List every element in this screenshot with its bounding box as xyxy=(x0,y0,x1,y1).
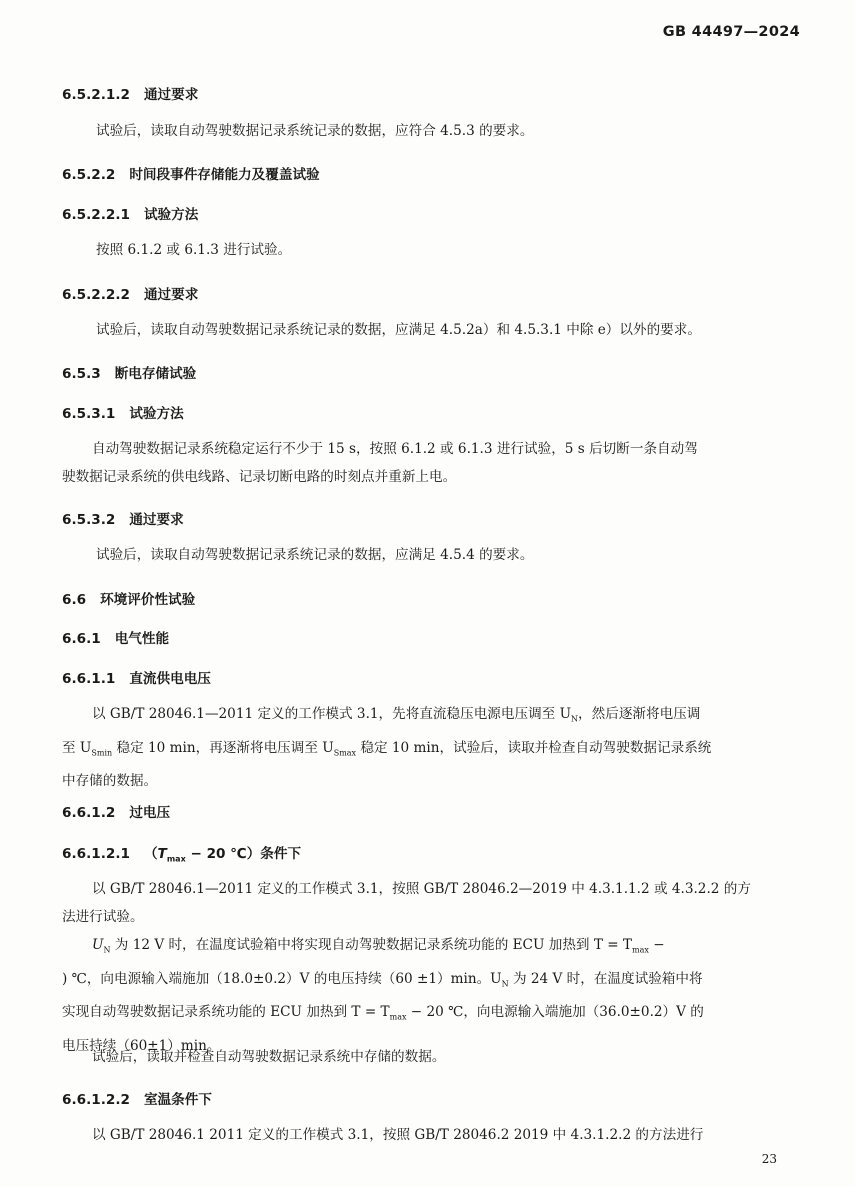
text-run: − 20 ℃）条件下 xyxy=(185,846,302,862)
section-title: 室温条件下 xyxy=(143,1092,212,1108)
text-run: 实现自动驾驶数据记录系统功能的 ECU 加热到 T = T xyxy=(62,1004,390,1021)
section-heading-6-5-2-1-2 xyxy=(62,83,198,103)
paragraph xyxy=(62,700,802,795)
section-number: 6.6.1.1 xyxy=(62,671,116,687)
paragraph-line: 电压持续（60±1）min。 xyxy=(62,1038,221,1055)
paragraph-line xyxy=(62,700,802,734)
paragraph-line: 驶数据记录系统的供电线路、记录切断电路的时刻点并重新上电。 xyxy=(62,469,457,485)
section-number: 6.5.2.2.2 xyxy=(62,287,130,303)
text-run: − 20 ℃，向电源输入端施加（36.0±0.2）V 的 xyxy=(406,1004,704,1021)
paragraph: 试验后，读取自动驾驶数据记录系统记录的数据，应满足 4.5.2a）和 4.5.3.1 中除 e）以外的要求。 xyxy=(96,322,701,338)
section-heading-6-5-2-2-2 xyxy=(62,283,198,303)
subscript: N xyxy=(501,979,509,989)
section-number: 6.5.2.1.2 xyxy=(62,87,130,103)
paragraph-line xyxy=(62,734,802,768)
text-run: 稳定 10 min，再逐渐将电压调至 U xyxy=(112,739,334,756)
paragraph: 试验后，读取自动驾驶数据记录系统记录的数据，应满足 4.5.4 的要求。 xyxy=(96,547,534,563)
section-title: 试验方法 xyxy=(129,406,184,422)
paragraph-line xyxy=(62,965,802,999)
paragraph: 试验后，读取自动驾驶数据记录系统记录的数据，应符合 4.5.3 的要求。 xyxy=(96,123,534,139)
section-title: 直流供电电压 xyxy=(129,671,211,687)
section-heading-6-5-2-2-1 xyxy=(62,203,198,223)
standard-number: GB 44497—2024 xyxy=(662,24,800,40)
paragraph-line xyxy=(62,931,802,965)
section-number: 6.5.2.2 xyxy=(62,167,116,183)
section-title: 过电压 xyxy=(129,805,171,821)
subscript: max xyxy=(166,854,186,864)
section-title: 时间段事件存储能力及覆盖试验 xyxy=(129,167,320,183)
italic-symbol: U xyxy=(92,937,104,953)
section-title: 通过要求 xyxy=(143,287,199,303)
text-run: 为 24 V 时，在温度试验箱中将 xyxy=(508,970,703,987)
section-heading-6-6 xyxy=(62,588,195,608)
text-run: ，然后逐渐将电压调 xyxy=(578,706,701,722)
section-title xyxy=(144,846,301,862)
section-heading-6-6-1-2 xyxy=(62,801,170,821)
italic-symbol: T xyxy=(157,846,167,862)
section-heading-6-5-2-2 xyxy=(62,163,320,183)
paragraph-line: 中存储的数据。 xyxy=(62,773,158,790)
section-heading-6-5-3-1 xyxy=(62,402,184,422)
paragraph-line: 以 GB/T 28046.1—2011 定义的工作模式 3.1，按照 GB/T 28046.2—2019 中 4.3.1.1.2 或 4.3.2.2 的方 xyxy=(92,881,751,897)
subscript: max xyxy=(632,945,649,955)
section-number: 6.5.3.1 xyxy=(62,406,116,422)
text-run: 为 12 V 时，在温度试验箱中将实现自动驾驶数据记录系统功能的 ECU 加热到 T = T xyxy=(110,937,632,953)
paragraph-line xyxy=(62,998,802,1032)
section-heading-6-6-1-1 xyxy=(62,667,211,687)
paragraph xyxy=(62,435,802,491)
section-number: 6.6.1.2.2 xyxy=(62,1092,130,1108)
subscript: N xyxy=(571,714,579,724)
paragraph xyxy=(62,931,802,1060)
section-number: 6.6.1 xyxy=(62,631,101,647)
paragraph xyxy=(62,875,802,931)
text-run: 至 U xyxy=(62,739,92,756)
section-heading-6-6-1-2-1 xyxy=(62,842,301,864)
paragraph: 以 GB/T 28046.1 2011 定义的工作模式 3.1，按照 GB/T 28046.2 2019 中 4.3.1.2.2 的方法进行 xyxy=(92,1127,704,1143)
text-run: 稳定 10 min，试验后，读取并检查自动驾驶数据记录系统 xyxy=(356,739,712,756)
section-number: 6.5.3 xyxy=(62,366,101,382)
subscript: Smax xyxy=(333,748,357,758)
text-run: 以 GB/T 28046.1—2011 定义的工作模式 3.1，先将直流稳压电源电压调至 U xyxy=(92,706,572,722)
text-run: （ xyxy=(143,846,158,862)
text-run: − xyxy=(648,937,665,953)
section-number: 6.6 xyxy=(62,592,87,608)
section-title: 试验方法 xyxy=(143,207,199,223)
section-heading-6-5-3-2 xyxy=(62,508,184,528)
subscript: Smin xyxy=(91,748,113,758)
section-title: 电气性能 xyxy=(114,631,170,647)
section-number: 6.5.3.2 xyxy=(62,512,116,528)
section-title: 断电存储试验 xyxy=(114,366,197,382)
paragraph-line: 自动驾驶数据记录系统稳定运行不少于 15 s，按照 6.1.2 或 6.1.3 进行试验，5 s 后切断一条自动驾 xyxy=(92,441,698,457)
section-heading-6-6-1 xyxy=(62,627,169,647)
page-number: 23 xyxy=(761,1152,777,1166)
section-heading-6-5-3 xyxy=(62,362,196,382)
paragraph-line: 法进行试验。 xyxy=(62,909,144,925)
text-run: ) ℃，向电源输入端施加（18.0±0.2）V 的电压持续（60 ±1）min。U xyxy=(62,970,502,987)
subscript: N xyxy=(103,945,111,955)
section-number: 6.5.2.2.1 xyxy=(62,207,130,223)
paragraph: 试验后，读取并检查自动驾驶数据记录系统中存储的数据。 xyxy=(92,1049,446,1065)
section-number: 6.6.1.2 xyxy=(62,805,116,821)
section-title: 通过要求 xyxy=(143,87,199,103)
section-number: 6.6.1.2.1 xyxy=(62,846,130,862)
subscript: max xyxy=(389,1013,407,1023)
section-heading-6-6-1-2-2 xyxy=(62,1088,212,1108)
paragraph: 按照 6.1.2 或 6.1.3 进行试验。 xyxy=(96,242,292,258)
section-title: 环境评价性试验 xyxy=(100,592,196,608)
section-title: 通过要求 xyxy=(129,512,184,528)
